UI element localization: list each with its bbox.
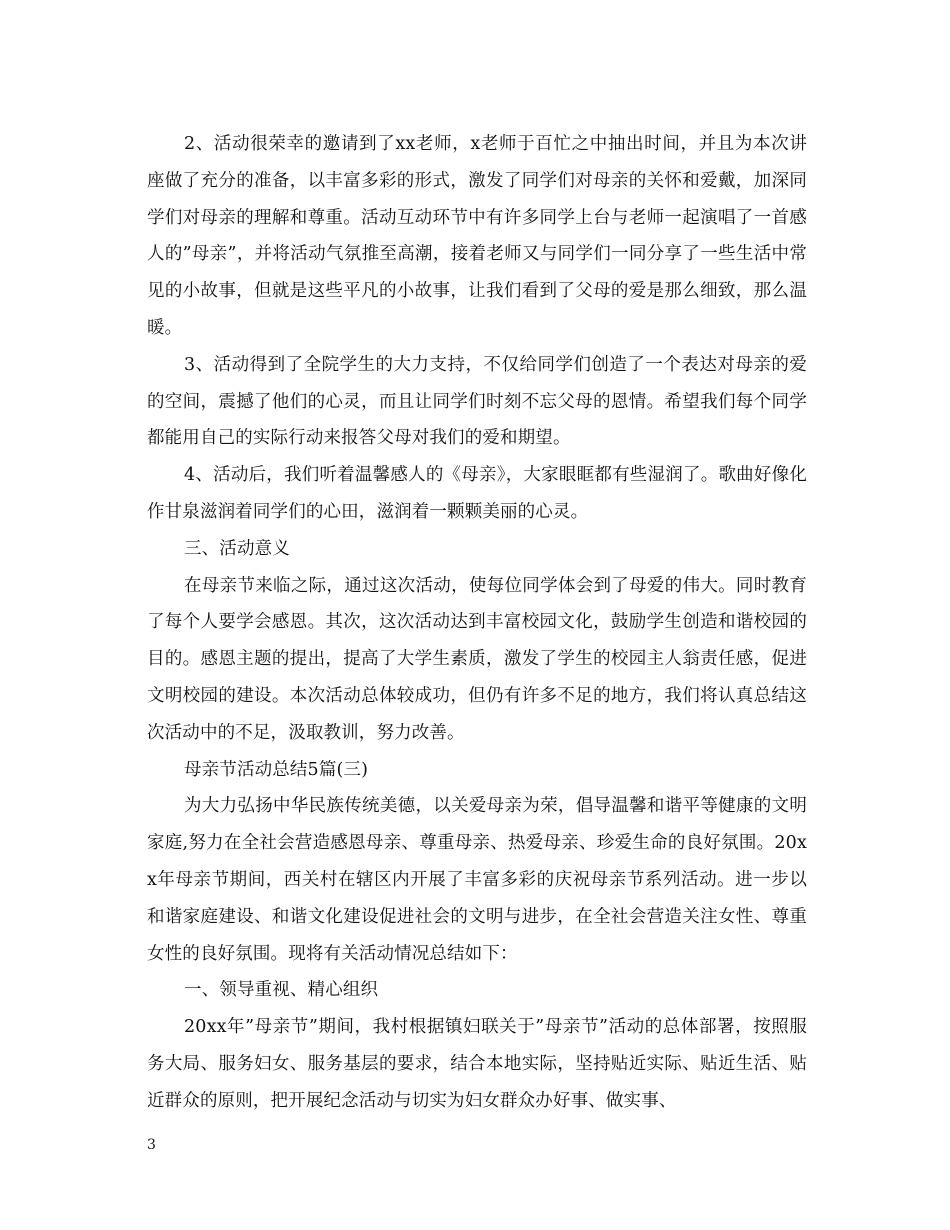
- paragraph-item-2: 2、活动很荣幸的邀请到了xx老师，x老师于百忙之中抽出时间，并且为本次讲座做了充分的准备，以丰富多彩的形式，激发了同学们对母亲的关怀和爱戴，加深同学们对母亲的理解和尊重。活动互动环节中有许多同学上台与老师一起演唱了一首感人的”母亲”，并将活动气氛推至高潮，接着老师又与同学们一同分享了一些生活中常见的小故事，但就是这些平凡的小故事，让我们看到了父母的爱是那么细致，那么温暖。: [147, 134, 807, 338]
- paragraph-item-3: 3、活动得到了全院学生的大力支持，不仅给同学们创造了一个表达对母亲的爱的空间，震撼了他们的心灵，而且让同学们时刻不忘父母的恩情。希望我们每个同学都能用自己的实际行动来报答父母对我们的爱和期望。: [147, 354, 807, 449]
- paragraph-item-4: 4、活动后，我们听着温馨感人的《母亲》，大家眼眶都有些湿润了。歌曲好像化作甘泉滋润着同学们的心田，滋润着一颗颗美丽的心灵。: [147, 465, 807, 522]
- article-title-part-three: 母亲节活动总结5篇(三): [184, 759, 369, 780]
- section-heading-leadership: 一、领导重视、精心组织: [184, 980, 379, 1001]
- section-heading-activity-significance: 三、活动意义: [184, 538, 290, 559]
- paragraph-introduction: 为大力弘扬中华民族传统美德，以关爱母亲为荣，倡导温馨和谐平等健康的文明家庭,努力在全社会营造感恩母亲、尊重母亲、热爱母亲、珍爱生命的良好氛围。20xx年母亲节期间，西关村在辖区内开展了丰富多彩的庆祝母亲节系列活动。进一步以和谐家庭建设、和谐文化建设促进社会的文明与进步，在全社会营造关注女性、尊重女性的良好氛围。现将有关活动情况总结如下：: [147, 796, 807, 964]
- paragraph-leadership: 20xx年”母亲节”期间，我村根据镇妇联关于”母亲节”活动的总体部署，按照服务大局、服务妇女、服务基层的要求，结合本地实际，坚持贴近实际、贴近生活、贴近群众的原则，把开展纪念活动与切实为妇女群众办好事、做实事、: [147, 1017, 807, 1111]
- paragraph-activity-significance: 在母亲节来临之际，通过这次活动，使每位同学体会到了母爱的伟大。同时教育了每个人要学会感恩。其次，这次活动达到丰富校园文化，鼓励学生创造和谐校园的目的。感恩主题的提出，提高了大学生素质，激发了学生的校园主人翁责任感，促进文明校园的建设。本次活动总体较成功，但仍有许多不足的地方，我们将认真总结这次活动中的不足，汲取教训，努力改善。: [147, 575, 807, 743]
- page-number: 3: [147, 1137, 156, 1153]
- document-body: [147, 126, 807, 1120]
